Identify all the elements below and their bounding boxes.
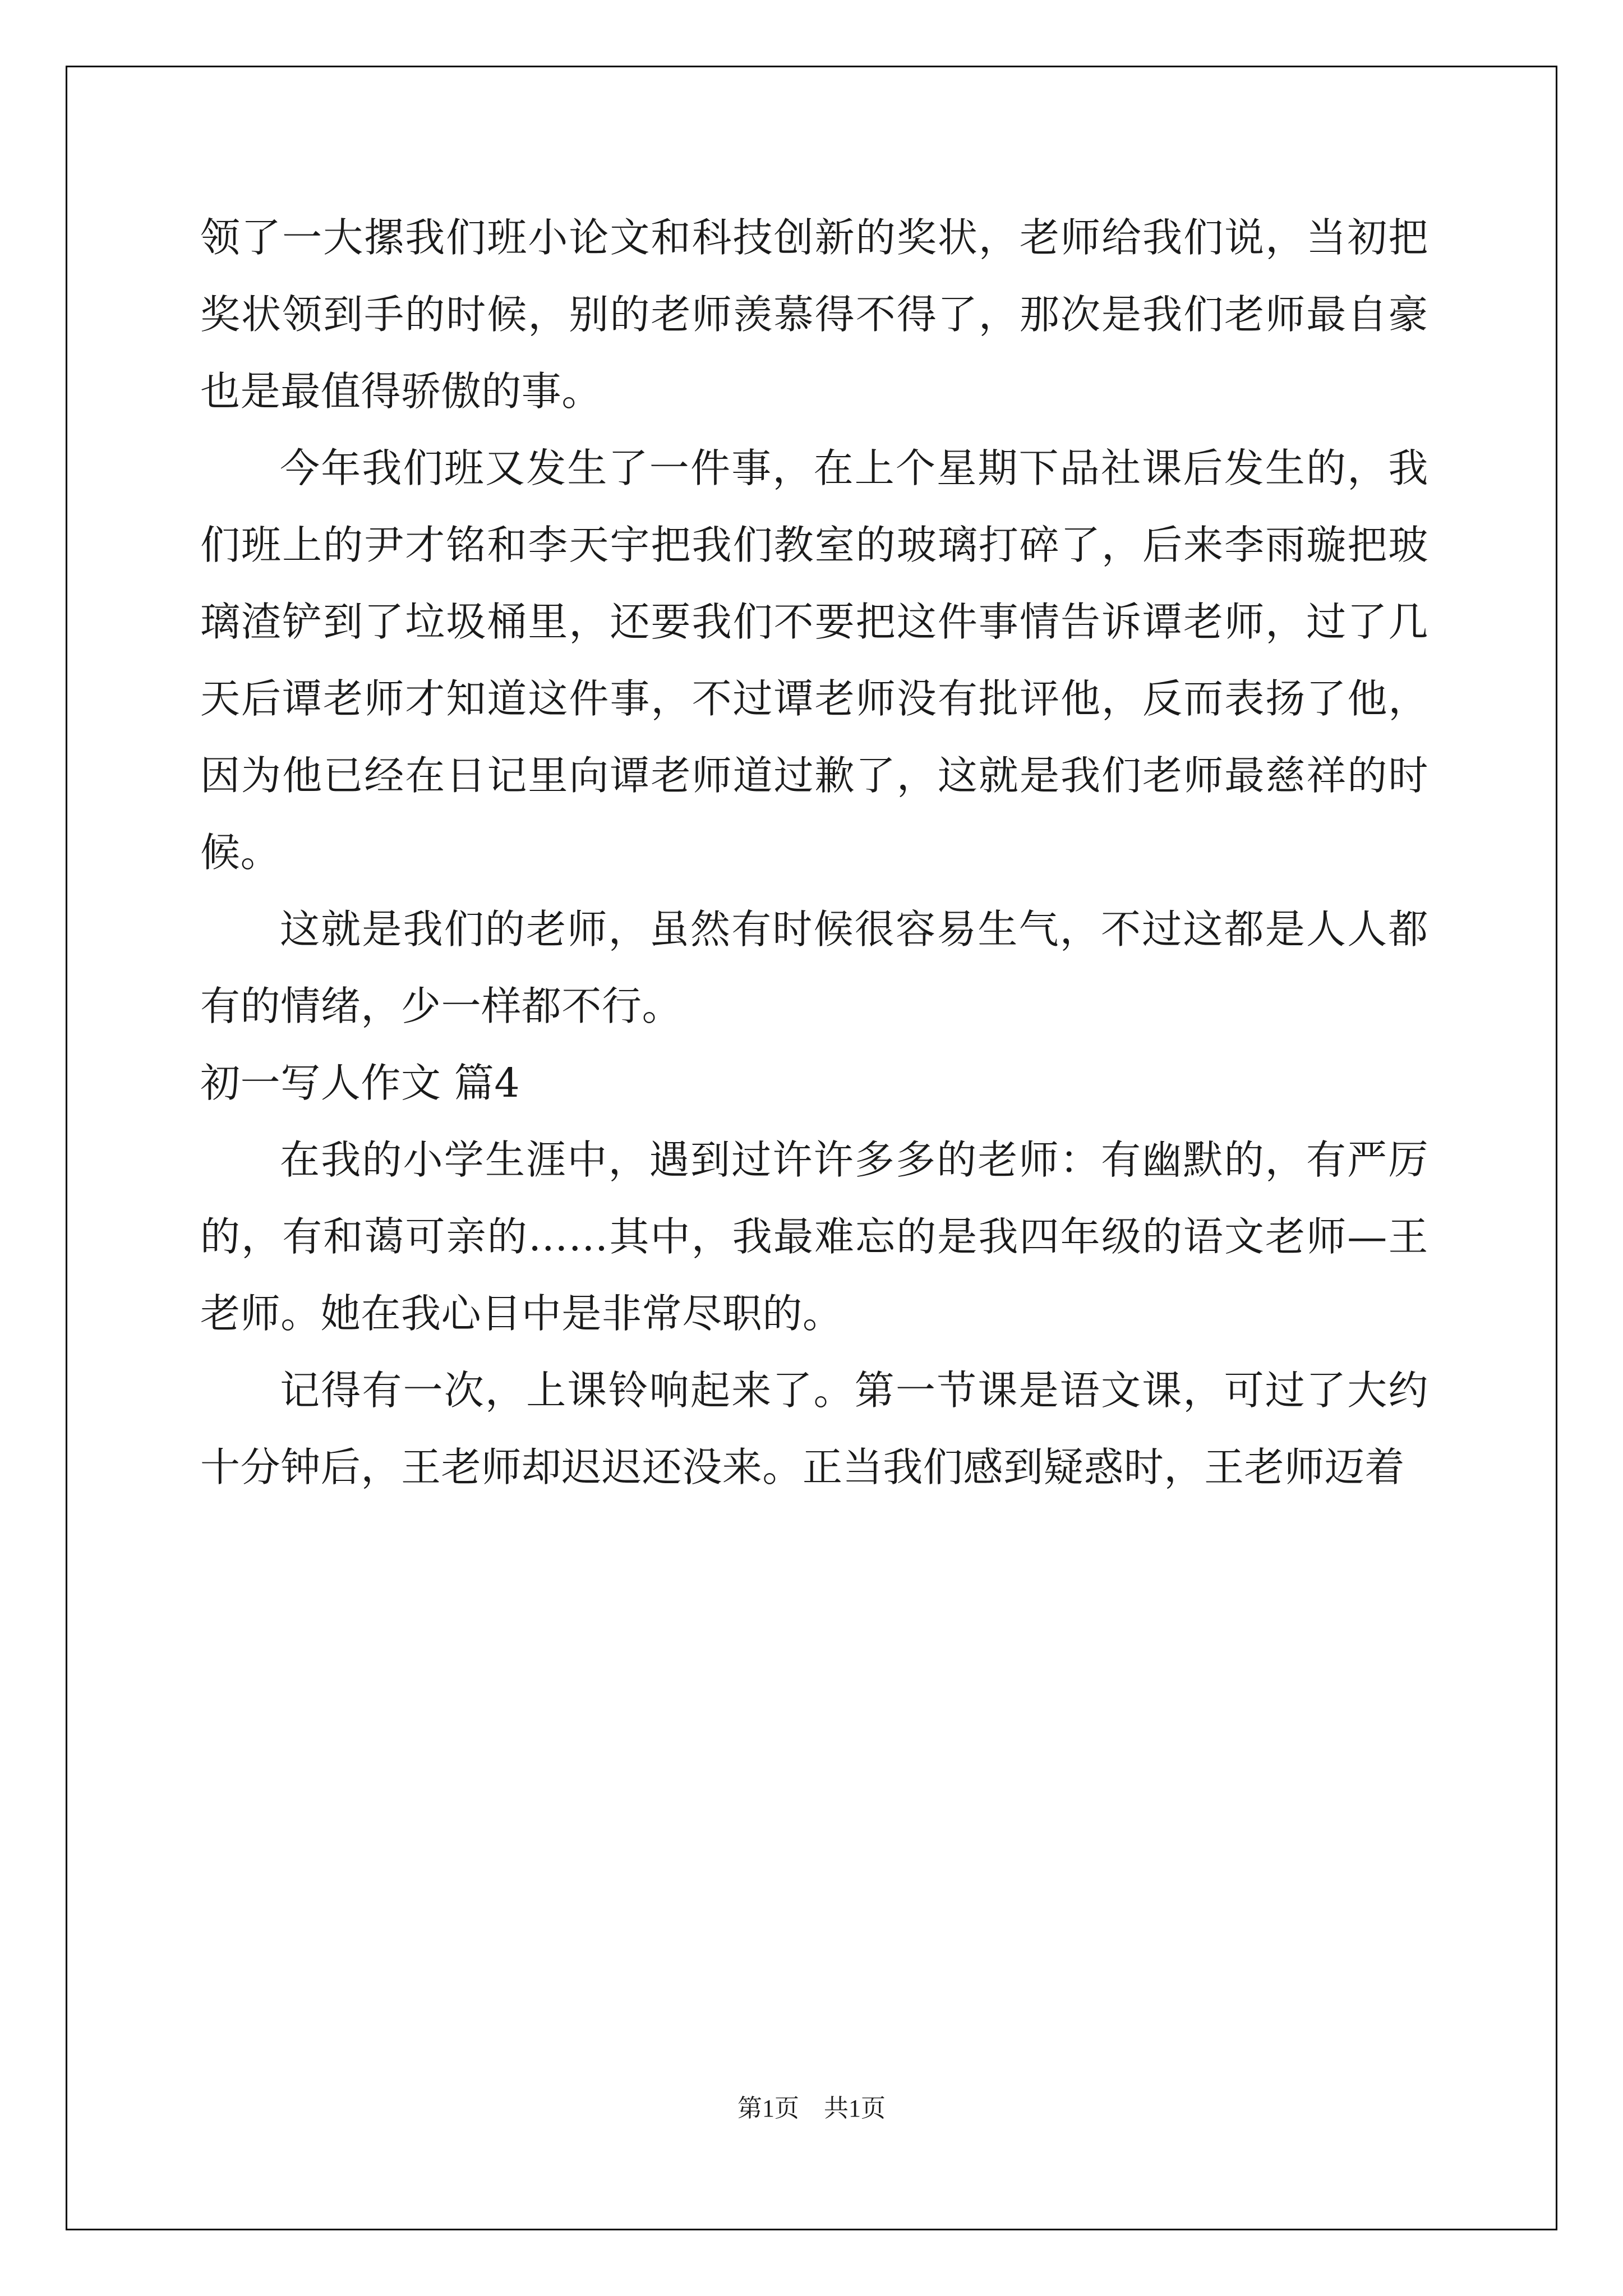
section-heading: 初一写人作文 篇4 <box>200 1060 520 1106</box>
page-number-footer: 第1页 共1页 <box>737 2095 886 2122</box>
document-body <box>200 199 1428 1506</box>
paragraph-1: 领了一大摞我们班小论文和科技创新的奖状，老师给我们说，当初把奖状领到手的时候，别的老师羡慕得不得了，那次是我们老师最自豪也是最值得骄傲的事。 <box>200 214 1428 415</box>
paragraph-2: 今年我们班又发生了一件事，在上个星期下品社课后发生的，我们班上的尹才铭和李天宇把我们教室的玻璃打碎了，后来李雨璇把玻璃渣铲到了垃圾桶里，还要我们不要把这件事情告诉谭老师，过了几天后谭老师才知道这件事，不过谭老师没有批评他，反而表扬了他，因为他已经在日记里向谭老师道过歉了，这就是我们老师最慈祥的时候。 <box>200 445 1428 876</box>
paragraph-5: 记得有一次，上课铃响起来了。第一节课是语文课，可过了大约十分钟后，王老师却迟迟还没来。正当我们感到疑惑时，王老师迈着 <box>200 1367 1428 1490</box>
paragraph-3: 这就是我们的老师，虽然有时候很容易生气，不过这都是人人都有的情绪，少一样都不行。 <box>200 906 1428 1029</box>
paragraph-4: 在我的小学生涯中，遇到过许许多多的老师：有幽默的，有严厉的，有和蔼可亲的……其中，我最难忘的是我四年级的语文老师—王老师。她在我心目中是非常尽职的。 <box>200 1137 1428 1337</box>
